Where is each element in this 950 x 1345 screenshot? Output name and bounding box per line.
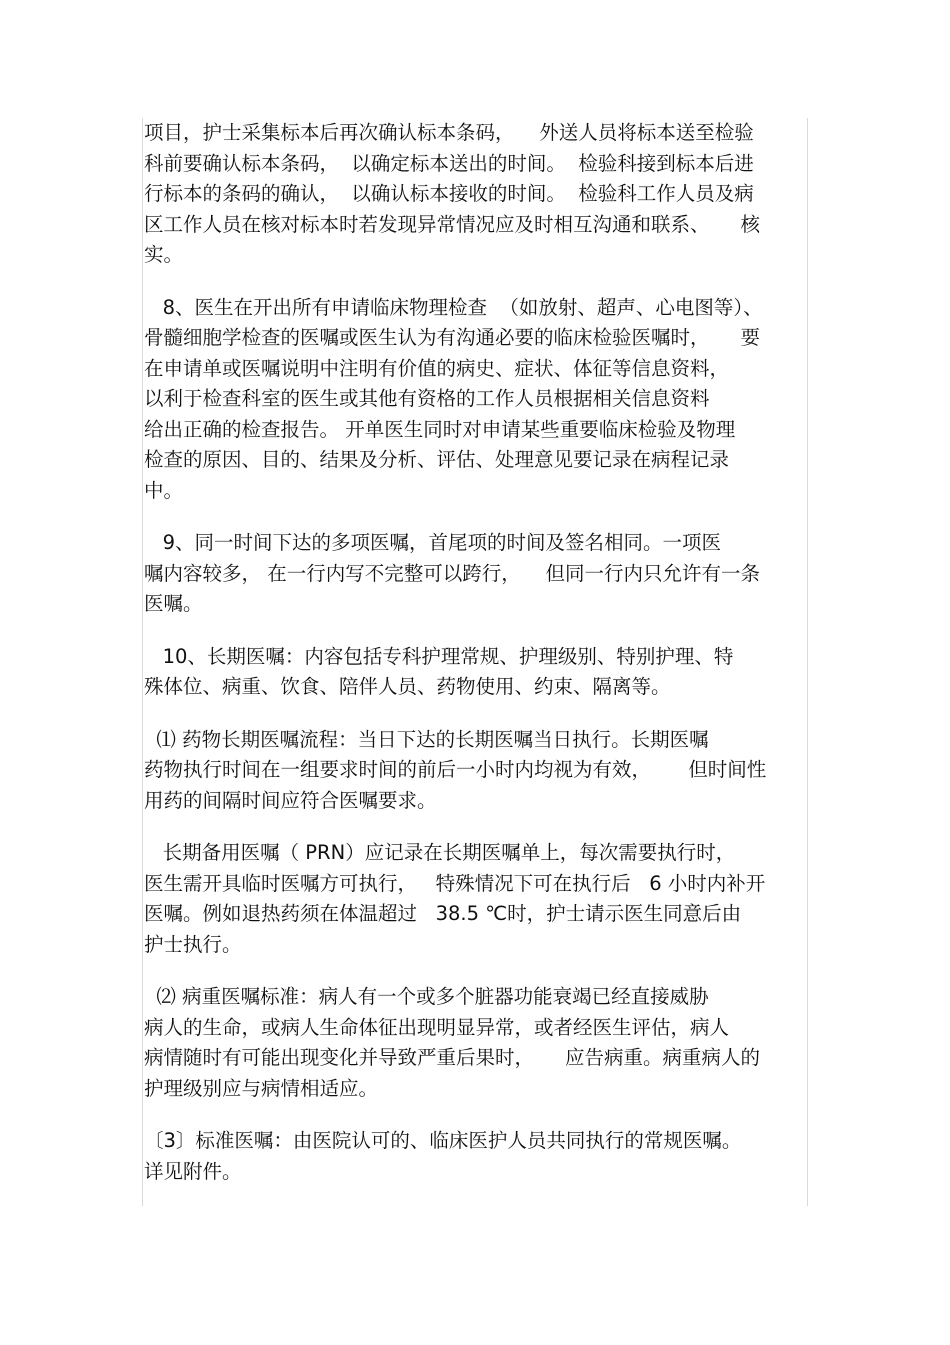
paragraph-item-8 (144, 293, 808, 507)
paragraph-subitem-3 (144, 1126, 808, 1187)
text-line: 9、同一时间下达的多项医嘱，首尾项的时间及签名相同。一项医 (144, 531, 722, 554)
text-line: 医生需开具临时医嘱方可执行， 特殊情况下可在执行后 6 小时内补开 (144, 871, 766, 895)
text-line: 护理级别应与病情相适应。 (144, 1076, 379, 1100)
text-line: 区工作人员在核对标本时若发现异常情况应及时相互沟通和联系、 核 (144, 212, 760, 236)
text-line: 骨髓细胞学检查的医嘱或医生认为有沟通必要的临床检验医嘱时， 要 (144, 326, 760, 349)
text-line: 医嘱。 (144, 592, 203, 615)
text-line: 项目，护士采集标本后再次确认标本条码， 外送人员将标本送至检验 (144, 121, 754, 144)
paragraph-subitem-2 (144, 982, 808, 1104)
text-line: 护士执行。 (144, 932, 242, 956)
text-line: 检查的原因、目的、结果及分析、评估、处理意见要记录在病程记录 (144, 448, 730, 471)
paragraph-specimen-confirmation (144, 118, 808, 271)
paragraph-item-10 (144, 642, 808, 703)
paragraph-subitem-1 (144, 725, 808, 817)
text-line: 用药的间隔时间应符合医嘱要求。 (144, 788, 437, 812)
text-line: 病人的生命，或病人生命体征出现明显异常，或者经医生评估，病人 (144, 1015, 730, 1039)
text-line: 中。 (144, 478, 184, 502)
text-line: 10、长期医嘱：内容包括专科护理常规、护理级别、特别护理、特 (144, 644, 734, 668)
text-line: 在申请单或医嘱说明中注明有价值的病史、症状、体征等信息资料， (144, 356, 730, 380)
text-line: 8、医生在开出所有申请临床物理检查 （如放射、超声、心电图等）、 (144, 295, 763, 319)
paragraph-item-9 (144, 528, 808, 620)
text-line: 长期备用医嘱（ PRN）应记录在长期医嘱单上，每次需要执行时， (144, 841, 736, 864)
text-line: 实。 (144, 243, 184, 266)
paragraph-prn (144, 838, 808, 960)
text-line: 〔3〕标准医嘱：由医院认可的、临床医护人员共同执行的常规医嘱。 (144, 1129, 742, 1152)
text-line: 以利于检查科室的医生或其他有资格的工作人员根据相关信息资料 (144, 387, 710, 410)
text-line: 医嘱。例如退热药须在体温超过 38.5 ℃时，护士请示医生同意后由 (144, 902, 742, 925)
text-line: 殊体位、病重、饮食、陪伴人员、药物使用、约束、隔离等。 (144, 675, 671, 698)
text-line: 嘱内容较多， 在一行内写不完整可以跨行， 但同一行内只允许有一条 (144, 561, 760, 585)
document-body (144, 118, 808, 1209)
text-line: 详见附件。 (144, 1159, 242, 1183)
text-line: 行标本的条码的确认， 以确认标本接收的时间。 检验科工作人员及病 (144, 182, 754, 205)
text-line: ⑵ 病重医嘱标准：病人有一个或多个脏器功能衰竭已经直接威胁 (144, 985, 709, 1008)
text-line: 科前要确认标本条码， 以确定标本送出的时间。 检验科接到标本后进 (144, 151, 754, 175)
text-line: ⑴ 药物长期医嘱流程：当日下达的长期医嘱当日执行。长期医嘱 (144, 727, 709, 751)
text-line: 给出正确的检查报告。 开单医生同时对申请某些重要临床检验及物理 (144, 417, 736, 441)
text-line: 病情随时有可能出现变化并导致严重后果时， 应告病重。病重病人的 (144, 1046, 760, 1069)
text-line: 药物执行时间在一组要求时间的前后一小时内均视为有效， 但时间性 (144, 758, 767, 781)
